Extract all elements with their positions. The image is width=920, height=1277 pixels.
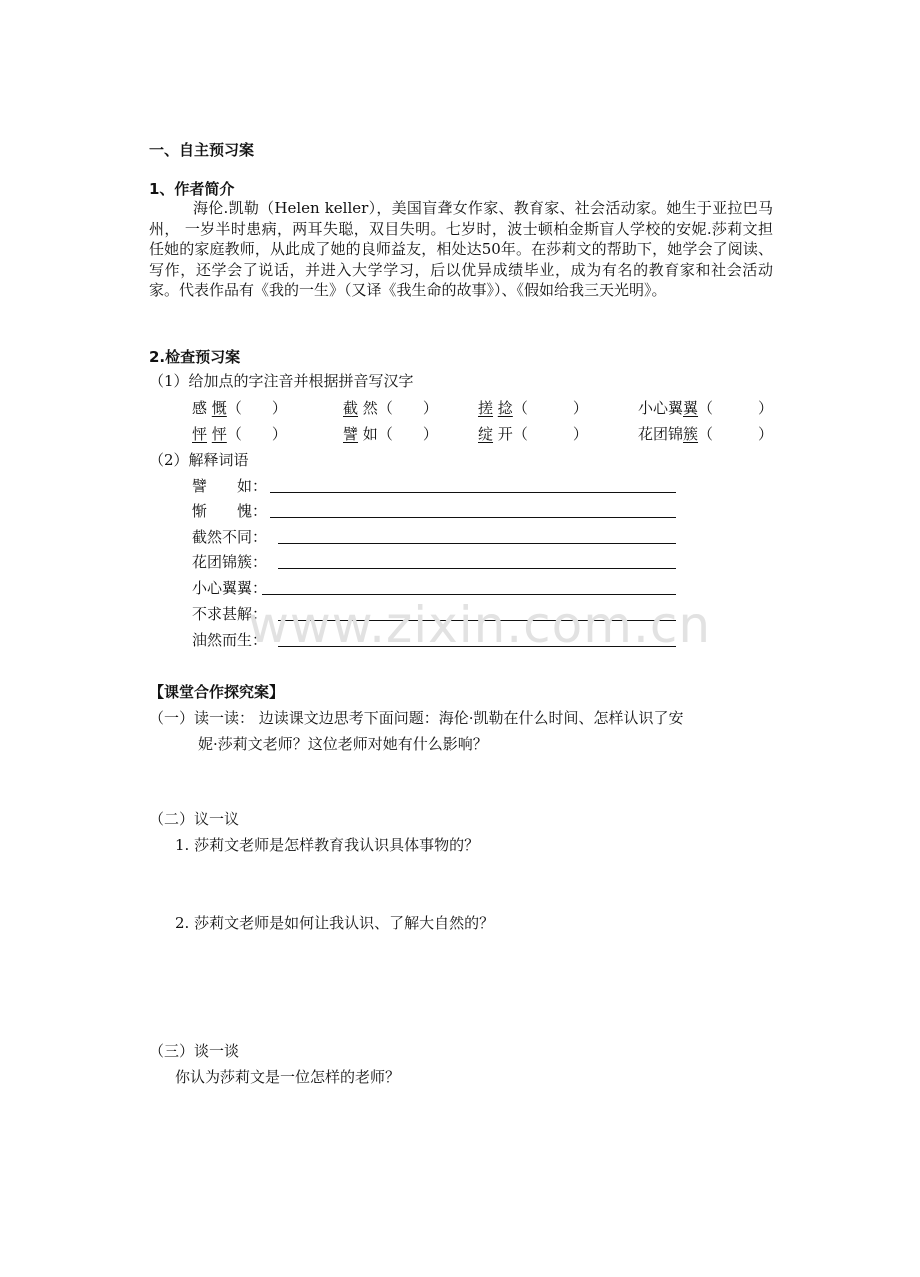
pinyin-item-jincu — [638, 423, 773, 444]
char: 开 — [497, 425, 513, 443]
answer-blank: （ ） — [226, 399, 287, 417]
answer-blank: （ ） — [698, 425, 774, 443]
answer-blank: （ ） — [377, 425, 438, 443]
dotted-char: 翼 — [683, 399, 699, 417]
author-heading: 1、作者简介 — [149, 180, 235, 198]
char: 然 — [362, 399, 378, 417]
answer-blank: （ ） — [698, 399, 774, 417]
answer-line[interactable] — [270, 517, 676, 518]
discuss-question-2: 2. 莎莉文老师是如何让我认识、了解大自然的？ — [175, 914, 495, 932]
section1-title: 一、自主预习案 — [149, 141, 255, 159]
char: 花团锦 — [638, 425, 684, 443]
read-question-line2: 妮·莎莉文老师？这位老师对她有什么影响？ — [198, 735, 488, 753]
discuss-question-1: 1. 莎莉文老师是怎样教育我认识具体事物的？ — [175, 836, 480, 854]
pinyin-item-ganmkai — [192, 397, 287, 418]
char: 感 — [192, 399, 208, 417]
dotted-char: 怦 — [211, 425, 227, 443]
section3-heading: 【课堂合作探究案】 — [149, 683, 285, 701]
author-paragraph: 海伦.凯勒（Helen keller），美国盲聋女作家、教育家、社会活动家。她生于亚拉巴马州， 一岁半时患病，两耳失聪，双目失明。七岁时，波士顿柏金斯盲人学校的安妮.莎莉文担任她的家庭教师，从此成了她的良师益友，相处达50年。在莎莉文的帮助下，她学会了阅读、写作，还学会了说话，并进入大学学习，后以优异成绩毕业，成为有名的教育家和社会活动家。代表作品有《我的一生》（又译《我生命的故事》）、《假如给我三天光明》。 — [149, 199, 773, 299]
answer-line[interactable] — [278, 568, 676, 569]
answer-line[interactable] — [262, 594, 676, 595]
talk-question: 你认为莎莉文是一位怎样的老师？ — [175, 1068, 401, 1086]
section2-heading: 2.检查预习案 — [149, 348, 241, 366]
dotted-char: 捻 — [497, 399, 513, 417]
term-label: 小心翼翼： — [192, 579, 268, 597]
term-label: 截然不同： — [192, 528, 268, 546]
dotted-char: 截 — [343, 399, 359, 417]
pinyin-item-cuonian — [478, 397, 588, 418]
answer-blank: （ ） — [226, 425, 287, 443]
question-1: （1）给加点的字注音并根据拼音写汉字 — [149, 372, 414, 390]
pinyin-item-jieran — [343, 397, 438, 418]
talk-heading: （三）谈一谈 — [149, 1042, 240, 1060]
term-label: 惭 愧： — [192, 502, 268, 520]
dotted-char: 绽 — [478, 425, 494, 443]
char: 小心翼 — [638, 399, 684, 417]
answer-line[interactable] — [278, 543, 676, 544]
watermark: www.zixin.com.cn — [248, 596, 712, 654]
dotted-char: 簇 — [683, 425, 699, 443]
term-label: 花团锦簇： — [192, 553, 268, 571]
dotted-char: 怦 — [192, 425, 208, 443]
answer-blank: （ ） — [512, 399, 588, 417]
dotted-char: 譬 — [343, 425, 359, 443]
term-label: 油然而生： — [192, 631, 268, 649]
dotted-char: 搓 — [478, 399, 494, 417]
pinyin-item-yiyi — [638, 397, 773, 418]
char: 如 — [362, 425, 378, 443]
dotted-char: 慨 — [211, 399, 227, 417]
pinyin-item-zhankai — [478, 423, 588, 444]
discuss-heading: （二）议一议 — [149, 810, 240, 828]
term-label: 譬 如： — [192, 477, 268, 495]
read-question-line1: （一）读一读： 边读课文边思考下面问题：海伦·凯勒在什么时间、怎样认识了安 — [149, 709, 684, 727]
answer-line[interactable] — [270, 492, 676, 493]
pinyin-item-piru — [343, 423, 438, 444]
answer-blank: （ ） — [512, 425, 588, 443]
answer-blank: （ ） — [377, 399, 438, 417]
pinyin-item-pengpeng — [192, 423, 287, 444]
term-label: 不求甚解： — [192, 605, 268, 623]
question-2: （2）解释词语 — [149, 451, 249, 469]
